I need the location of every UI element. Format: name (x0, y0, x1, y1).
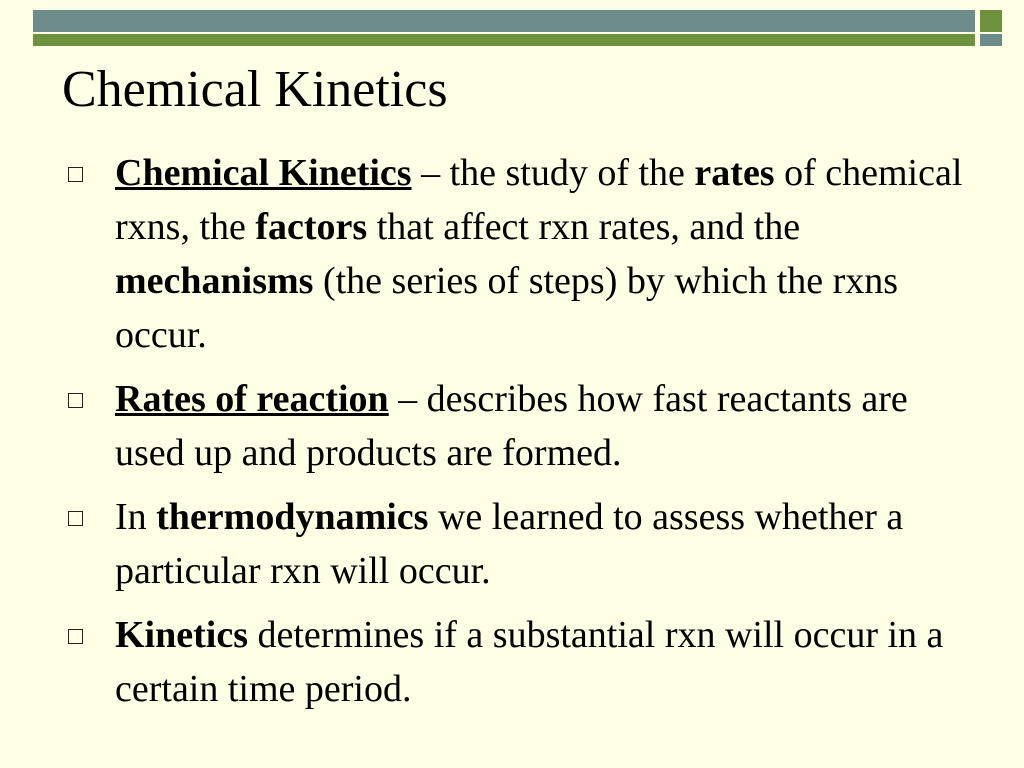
bullet-text: that affect rxn rates, and the (367, 206, 801, 248)
bold-rates: rates (694, 152, 775, 194)
hollow-square-bullet-icon (68, 511, 83, 526)
bullet-list (60, 146, 980, 726)
header-bar-teal (33, 10, 975, 32)
bullet-text: (the series of steps) by which the rxns occur. (115, 260, 899, 356)
bullet-text: – describes how fast reactants are used up and products are formed. (115, 378, 908, 474)
bullet-item-kinetics (60, 608, 980, 716)
term-chemical-kinetics: Chemical Kinetics (115, 152, 412, 194)
bullet-text: – the study of the (411, 152, 695, 194)
bold-kinetics: Kinetics (115, 614, 248, 656)
hollow-square-bullet-icon (68, 167, 83, 182)
slide-title: Chemical Kinetics (62, 61, 448, 118)
bold-thermodynamics: thermodynamics (156, 496, 429, 538)
bullet-item-thermodynamics (60, 490, 980, 598)
corner-square-green (980, 10, 1002, 32)
bullet-item-rates-of-reaction (60, 372, 980, 480)
bold-mechanisms: mechanisms (115, 260, 314, 302)
bullet-text: we learned to assess whether a particular rxn will occur. (115, 496, 904, 592)
hollow-square-bullet-icon (68, 393, 83, 408)
header-bar-green (33, 34, 975, 46)
hollow-square-bullet-icon (68, 629, 83, 644)
bullet-item-chemical-kinetics (60, 146, 980, 362)
bullet-text: In (115, 496, 157, 538)
bullet-text: determines if a substantial rxn will occur in a certain time period. (115, 614, 944, 710)
bullet-text: of chemical rxns, the (115, 152, 963, 248)
corner-square-teal (980, 34, 1002, 46)
bold-factors: factors (255, 206, 368, 248)
term-rates-of-reaction: Rates of reaction (115, 378, 389, 420)
